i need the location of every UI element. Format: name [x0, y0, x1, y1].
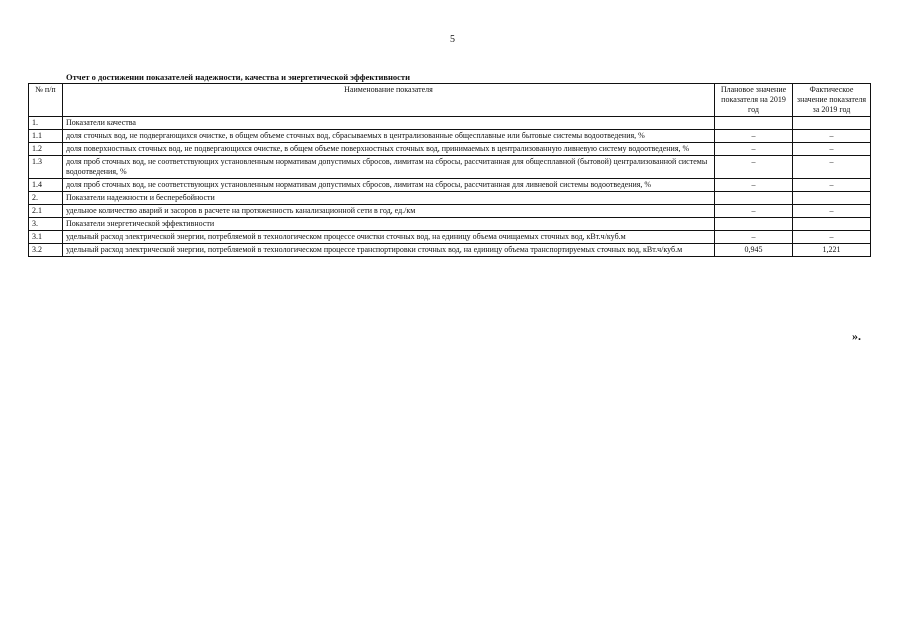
row-indicator-name: доля поверхностных сточных вод, не подвергающихся очистке, в общем объеме поверхностных сточных вод, принимаемых в централизованную ливневую систему водоотведения, %	[63, 143, 715, 156]
row-actual-value	[793, 218, 871, 231]
row-indicator-name: Показатели надежности и бесперебойности	[63, 192, 715, 205]
row-planned-value: –	[715, 179, 793, 192]
row-actual-value: –	[793, 179, 871, 192]
table-row	[29, 117, 871, 130]
header-actual-value: Фактическое значение показателя за 2019 год	[793, 84, 871, 117]
row-indicator-name: Показатели энергетической эффективности	[63, 218, 715, 231]
indicators-table	[28, 83, 871, 257]
row-actual-value	[793, 117, 871, 130]
row-number: 1.3	[29, 156, 63, 179]
header-number: № п/п	[29, 84, 63, 117]
table-row	[29, 179, 871, 192]
row-actual-value: –	[793, 143, 871, 156]
row-planned-value	[715, 117, 793, 130]
table-header-row	[29, 84, 871, 117]
row-number: 1.2	[29, 143, 63, 156]
row-indicator-name: удельный расход электрической энергии, потребляемой в технологическом процессе очистки сточных вод, на единицу объема очищаемых сточных вод, кВт.ч/куб.м	[63, 231, 715, 244]
row-actual-value: –	[793, 231, 871, 244]
row-planned-value	[715, 218, 793, 231]
row-planned-value: –	[715, 143, 793, 156]
row-number: 3.2	[29, 244, 63, 257]
row-planned-value: 0,945	[715, 244, 793, 257]
row-indicator-name: удельный расход электрической энергии, потребляемой в технологическом процессе транспортировки сточных вод, на единицу объема транспортируемых сточных вод, кВт.ч/куб.м	[63, 244, 715, 257]
page-number: 5	[450, 34, 455, 45]
row-planned-value: –	[715, 205, 793, 218]
row-actual-value	[793, 192, 871, 205]
row-number: 2.1	[29, 205, 63, 218]
table-row	[29, 130, 871, 143]
table-row	[29, 218, 871, 231]
row-number: 1.1	[29, 130, 63, 143]
table-row	[29, 143, 871, 156]
row-indicator-name: удельное количество аварий и засоров в расчете на протяженность канализационной сети в год, ед./км	[63, 205, 715, 218]
row-actual-value: –	[793, 156, 871, 179]
table-row	[29, 205, 871, 218]
row-actual-value: –	[793, 205, 871, 218]
table-row	[29, 156, 871, 179]
row-number: 3.	[29, 218, 63, 231]
row-number: 2.	[29, 192, 63, 205]
row-planned-value: –	[715, 156, 793, 179]
row-indicator-name: доля проб сточных вод, не соответствующих установленным нормативам допустимых сбросов, лимитам на сбросы, рассчитанная для ливневой системы водоотведения, %	[63, 179, 715, 192]
row-actual-value: 1,221	[793, 244, 871, 257]
table-row	[29, 231, 871, 244]
report-title: Отчет о достижении показателей надежности, качества и энергетической эффективности	[66, 72, 410, 82]
table-row	[29, 244, 871, 257]
row-planned-value	[715, 192, 793, 205]
row-number: 3.1	[29, 231, 63, 244]
header-planned-value: Плановое значение показателя на 2019 год	[715, 84, 793, 117]
row-indicator-name: доля проб сточных вод, не соответствующих установленным нормативам допустимых сбросов, лимитам на сбросы, рассчитанная для общесплавной (бытовой) централизованной системы водоотведения, %	[63, 156, 715, 179]
closing-quote-mark: ».	[852, 329, 861, 343]
row-planned-value: –	[715, 130, 793, 143]
header-indicator-name: Наименование показателя	[63, 84, 715, 117]
row-number: 1.4	[29, 179, 63, 192]
row-actual-value: –	[793, 130, 871, 143]
row-indicator-name: Показатели качества	[63, 117, 715, 130]
row-planned-value: –	[715, 231, 793, 244]
row-indicator-name: доля сточных вод, не подвергающихся очистке, в общем объеме сточных вод, сбрасываемых в централизованные общесплавные или бытовые системы водоотведения, %	[63, 130, 715, 143]
table-row	[29, 192, 871, 205]
row-number: 1.	[29, 117, 63, 130]
table-body	[29, 117, 871, 257]
